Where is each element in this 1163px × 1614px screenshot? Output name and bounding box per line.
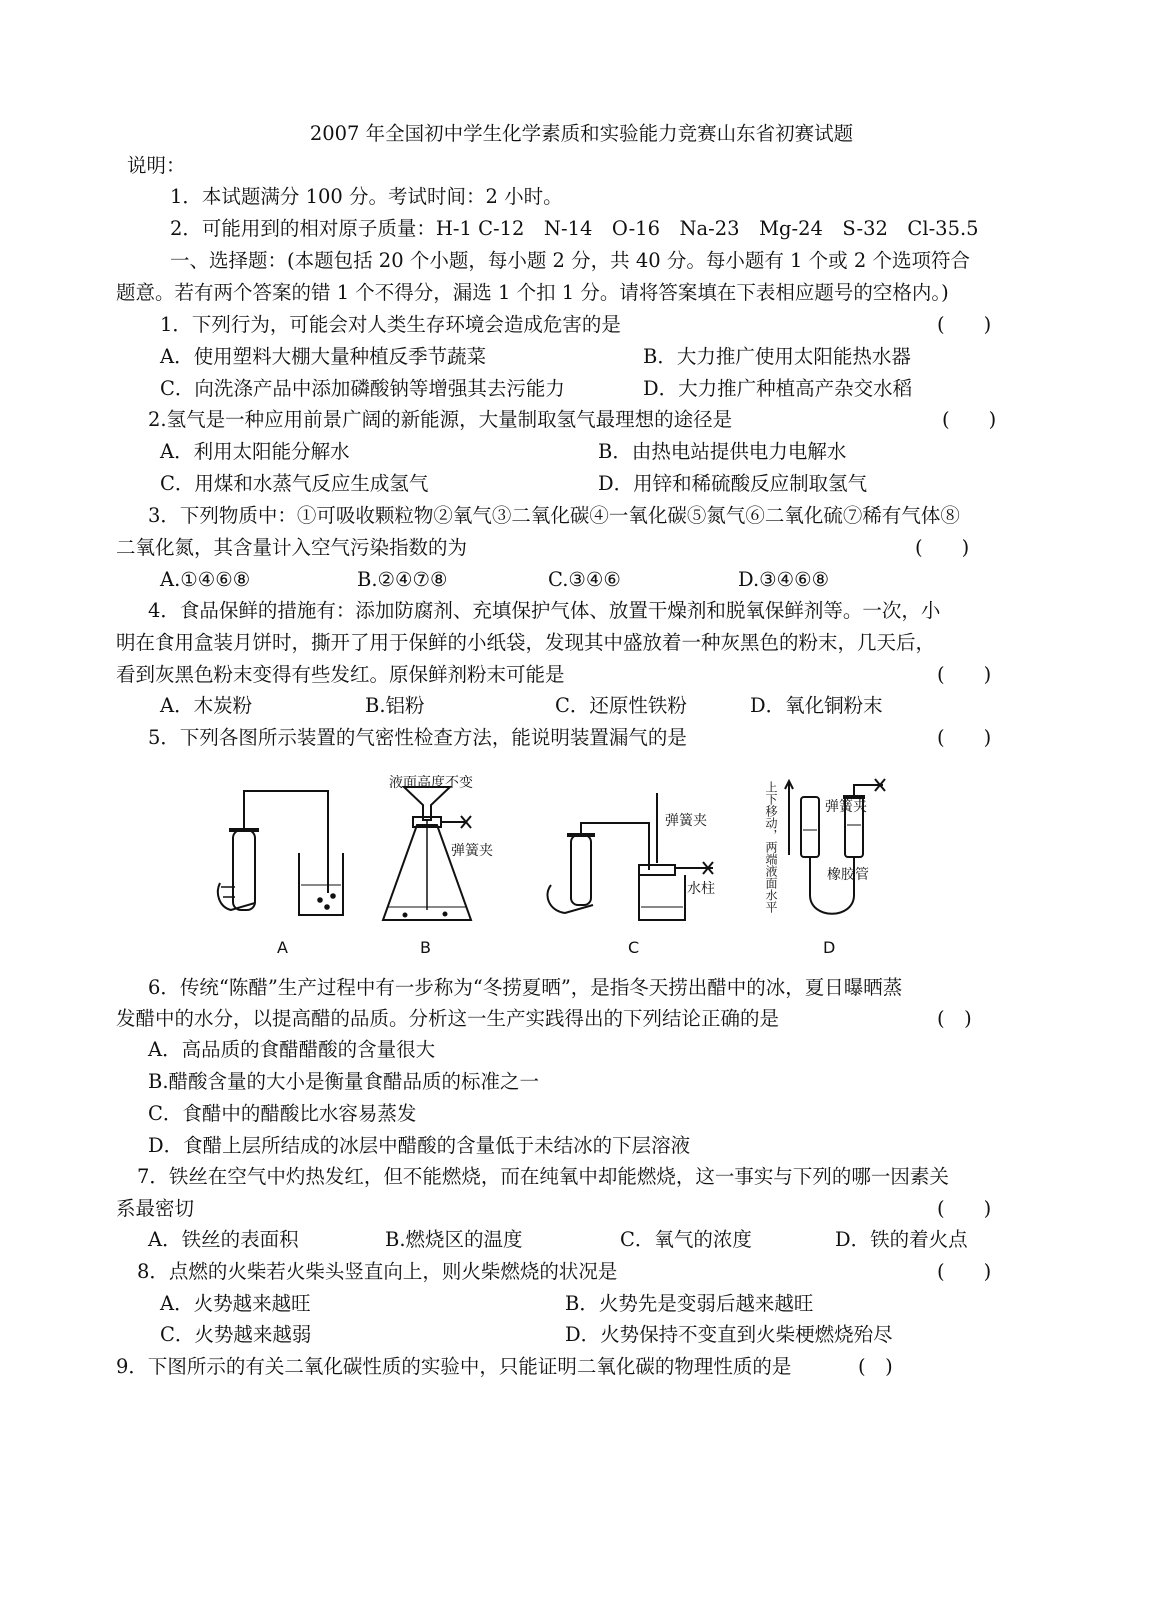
q1-answer-paren: ( ) — [937, 313, 992, 336]
page-title: 2007 年全国初中学生化学素质和实验能力竞赛山东省初赛试题 — [309, 122, 854, 145]
airtightness-figure — [215, 775, 935, 965]
section1-intro-line1: 一、选择题：(本题包括 20 个小题，每小题 2 分，共 40 分。每小题有 1 个或 2 个选项符合 — [170, 249, 970, 272]
c-clamp-label: 弹簧夹 — [665, 813, 707, 829]
q8-answer-paren: ( ) — [937, 1260, 992, 1283]
b-level-label: 液面高度不变 — [389, 775, 473, 791]
q1-option-b: B．大力推广使用太阳能热水器 — [643, 345, 911, 368]
q9-stem: 9．下图所示的有关二氧化碳性质的实验中，只能证明二氧化碳的物理性质的是 — [116, 1355, 792, 1378]
q4-stem-line2: 明在食用盒装月饼时，撕开了用于保鲜的小纸袋，发现其中盛放着一种灰黑色的粉末，几天后， — [116, 631, 936, 654]
q7-option-c: C．氧气的浓度 — [620, 1228, 752, 1251]
q2-option-d: D．用锌和稀硫酸反应制取氢气 — [598, 472, 868, 495]
q6-option-d: D．食醋上层所结成的冰层中醋酸的含量低于未结冰的下层溶液 — [148, 1134, 691, 1157]
figure-label-c: C — [628, 938, 640, 957]
q9-answer-paren: ( ) — [858, 1355, 893, 1378]
q2-option-a: A．利用太阳能分解水 — [160, 440, 350, 463]
q2-answer-paren: ( ) — [942, 408, 997, 431]
q8-option-c: C．火势越来越弱 — [160, 1323, 312, 1346]
q7-answer-paren: ( ) — [937, 1197, 992, 1220]
q7-option-d: D．铁的着火点 — [835, 1228, 968, 1251]
note-score-time: 1．本试题满分 100 分。考试时间：2 小时。 — [170, 185, 563, 208]
q8-option-b: B．火势先是变弱后越来越旺 — [565, 1292, 814, 1315]
figure-label-d: D — [823, 938, 836, 957]
q7-stem-line1: 7．铁丝在空气中灼热发红，但不能燃烧，而在纯氧中却能燃烧，这一事实与下列的哪一因素关 — [137, 1165, 949, 1188]
q1-stem: 1．下列行为，可能会对人类生存环境会造成危害的是 — [160, 313, 621, 336]
q2-stem: 2.氢气是一种应用前景广阔的新能源，大量制取氢气最理想的途径是 — [148, 408, 733, 431]
q2-option-c: C．用煤和水蒸气反应生成氢气 — [160, 472, 429, 495]
q3-option-b: B.②④⑦⑧ — [357, 568, 448, 591]
q3-stem-line2: 二氧化氮，其含量计入空气污染指数的为 — [116, 536, 468, 559]
figure-label-a: A — [277, 938, 288, 957]
q5-answer-paren: ( ) — [937, 726, 992, 749]
q2-option-b: B．由热电站提供电力电解水 — [598, 440, 847, 463]
q4-option-d: D．氧化铜粉末 — [750, 694, 883, 717]
q3-option-a: A.①④⑥⑧ — [160, 568, 251, 591]
q6-stem-line2: 发醋中的水分，以提高醋的品质。分析这一生产实践得出的下列结论正确的是 — [116, 1007, 780, 1030]
q6-option-c: C．食醋中的醋酸比水容易蒸发 — [148, 1102, 417, 1125]
q3-stem-line1: 3．下列物质中：①可吸收颗粒物②氧气③二氧化碳④一氧化碳⑤氮气⑥二氧化硫⑦稀有气体⑧ — [148, 504, 960, 527]
q7-stem-line2: 系最密切 — [116, 1197, 195, 1220]
q3-option-d: D.③④⑥⑧ — [738, 568, 830, 591]
q1-option-d: D．大力推广种植高产杂交水稻 — [643, 377, 913, 400]
notes-header: 说明： — [127, 154, 186, 177]
q7-option-a: A．铁丝的表面积 — [148, 1228, 299, 1251]
note-atomic-masses: 2．可能用到的相对原子质量：H-1 C-12 N-14 O-16 Na-23 Mg-24 S-32 Cl-35.5 — [170, 217, 979, 240]
q8-stem: 8．点燃的火柴若火柴头竖直向上，则火柴燃烧的状况是 — [137, 1260, 618, 1283]
q4-option-b: B.铝粉 — [365, 694, 425, 717]
q6-option-a: A．高品质的食醋醋酸的含量很大 — [148, 1038, 436, 1061]
b-clamp-label: 弹簧夹 — [451, 843, 493, 859]
d-move-label: 上下移动，两端液面水平 — [764, 781, 778, 913]
figure-label-b: B — [420, 938, 431, 957]
q4-stem-line1: 4．食品保鲜的措施有：添加防腐剂、充填保护气体、放置干燥剂和脱氧保鲜剂等。一次，小 — [148, 599, 941, 622]
q5-stem: 5．下列各图所示装置的气密性检查方法，能说明装置漏气的是 — [148, 726, 687, 749]
q6-stem-line1: 6．传统“陈醋”生产过程中有一步称为“冬捞夏晒”，是指冬天捞出醋中的冰，夏日曝晒蒸 — [148, 976, 903, 999]
apparatus-a — [218, 791, 343, 915]
q1-option-a: A．使用塑料大棚大量种植反季节蔬菜 — [160, 345, 487, 368]
q1-option-c: C．向洗涤产品中添加磷酸钠等增强其去污能力 — [160, 377, 565, 400]
q6-answer-paren: ( ) — [937, 1007, 972, 1030]
q8-option-d: D．火势保持不变直到火柴梗燃烧殆尽 — [565, 1323, 893, 1346]
q4-option-a: A．木炭粉 — [160, 694, 253, 717]
q4-stem-line3: 看到灰黑色粉末变得有些发红。原保鲜剂粉末可能是 — [116, 663, 565, 686]
c-water-label: 水柱 — [687, 881, 715, 897]
q4-answer-paren: ( ) — [937, 663, 992, 686]
q3-answer-paren: ( ) — [915, 536, 970, 559]
q3-option-c: C.③④⑥ — [548, 568, 621, 591]
d-tube-label: 橡胶管 — [827, 867, 869, 883]
q6-option-b: B.醋酸含量的大小是衡量食醋品质的标准之一 — [148, 1070, 540, 1093]
q8-option-a: A．火势越来越旺 — [160, 1292, 311, 1315]
d-clamp-label: 弹簧夹 — [825, 799, 867, 815]
q4-option-c: C．还原性铁粉 — [555, 694, 687, 717]
section1-intro-line2: 题意。若有两个答案的错 1 个不得分，漏选 1 个扣 1 分。请将答案填在下表相应题号的空格内。) — [116, 281, 949, 304]
q7-option-b: B.燃烧区的温度 — [385, 1228, 523, 1251]
